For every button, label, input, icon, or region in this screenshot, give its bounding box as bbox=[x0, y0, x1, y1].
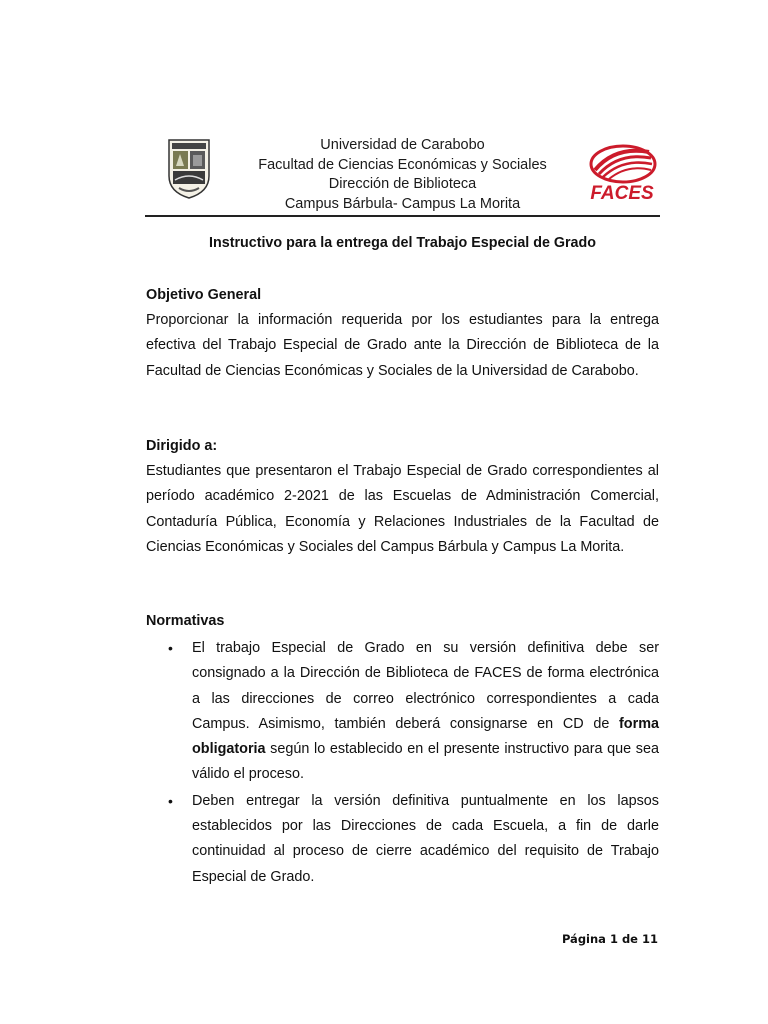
campus-name: Campus Bárbula- Campus La Morita bbox=[284, 195, 521, 212]
bullet-glyph: • bbox=[168, 640, 173, 656]
header-divider bbox=[145, 215, 660, 217]
page-number: Página 1 de 11 bbox=[561, 932, 658, 946]
faculty-name: Facultad de Ciencias Económicas y Sociales bbox=[258, 156, 547, 173]
university-name: Universidad de Carabobo bbox=[320, 137, 485, 153]
heading-dirigido-a: Dirigido a: bbox=[146, 438, 218, 454]
letterhead-text bbox=[225, 136, 580, 214]
faces-logo-text: FACES bbox=[590, 183, 654, 202]
letterhead bbox=[145, 128, 659, 216]
heading-objetivo-general: Objetivo General bbox=[146, 287, 262, 303]
list-item: • Deben entregar la versión definitiva puntualmente en los lapsos establecidos por las Direcciones de cada Escuela, a fin de darle continuidad al proceso de cierre académico del requisito de Trabajo Especial de Grado. bbox=[146, 789, 659, 890]
faces-logo bbox=[585, 144, 659, 202]
emphasis-forma-obligatoria: forma obligatoria bbox=[192, 715, 659, 758]
normativas-list bbox=[146, 636, 659, 890]
bullet-glyph: • bbox=[168, 792, 173, 809]
directorate-name: Dirección de Biblioteca bbox=[328, 176, 477, 192]
list-item: • El trabajo Especial de Grado en su versión definitiva debe ser consignado a la Dirección de Biblioteca de FACES de forma electrónica a las direcciones de correo electrónico correspondientes a cada Campus. Asimismo, también deberá consignarse en CD de forma obligatoria según lo establecido en el presente instructivo para que sea válido el proceso. bbox=[146, 636, 659, 788]
document-title: Instructivo para la entrega del Trabajo Especial de Grado bbox=[209, 235, 596, 251]
paragraph-dirigido-a: Estudiantes que presentaron el Trabajo Especial de Grado correspondientes al período académico 2-2021 de las Escuelas de Administración Comercial, Contaduría Pública, Economía y Relaciones Industriales de la Facultad de Ciencias Económicas y Sociales del Campus Bárbula y Campus La Morita. bbox=[146, 463, 659, 555]
heading-normativas: Normativas bbox=[146, 613, 225, 629]
paragraph-objetivo-general: Proporcionar la información requerida por los estudiantes para la entrega efectiva del Trabajo Especial de Grado ante la Dirección de Biblioteca de la Facultad de Ciencias Económicas y Sociales de la Universidad de Carabobo. bbox=[146, 312, 659, 379]
university-crest-logo bbox=[165, 138, 213, 200]
